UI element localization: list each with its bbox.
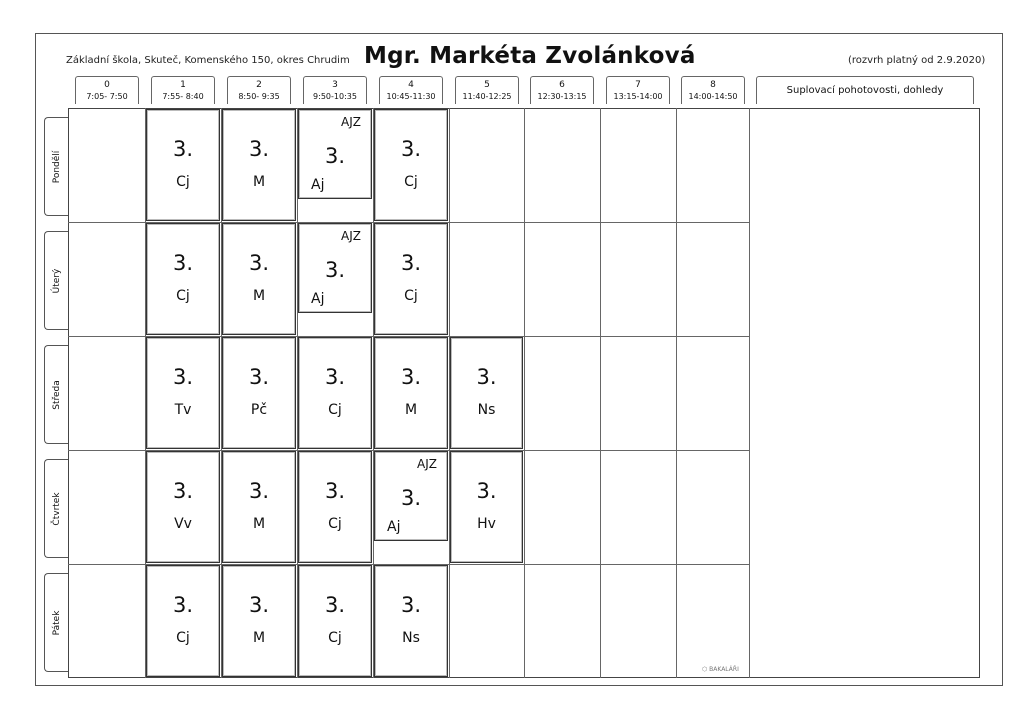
lesson-group: AJZ: [417, 457, 437, 471]
lesson-class: 3.: [172, 251, 194, 275]
period-header-3: [303, 76, 367, 104]
lesson-class: 3.: [248, 593, 270, 617]
period-header-0: [75, 76, 139, 104]
lesson-subject: Cj: [328, 516, 342, 532]
period-number: 2: [256, 80, 262, 90]
lesson-subject: Cj: [404, 288, 418, 304]
lesson-subject: M: [252, 630, 266, 646]
lesson-subject: Aj: [311, 291, 325, 307]
period-time: 14:00-14:50: [688, 92, 738, 101]
lesson-cell[interactable]: [374, 109, 448, 221]
substitution-header: Suplovací pohotovosti, dohledy: [756, 76, 974, 104]
lesson-subject: Pč: [250, 402, 268, 418]
lesson-cell[interactable]: [374, 337, 448, 449]
period-header-8: [681, 76, 745, 104]
lesson-class: 3.: [400, 137, 422, 161]
lesson-class: 3.: [400, 486, 422, 510]
lesson-cell[interactable]: [298, 337, 372, 449]
lesson-cell[interactable]: [298, 565, 372, 677]
lesson-cell[interactable]: [298, 109, 372, 199]
bakalari-logo: ⬡ BAKALÁŘI: [702, 666, 739, 673]
lesson-subject: M: [252, 516, 266, 532]
lesson-class: 3.: [172, 365, 194, 389]
lesson-subject: Ns: [402, 630, 420, 646]
day-label: [44, 459, 68, 558]
lesson-cell[interactable]: [374, 223, 448, 335]
lesson-class: 3.: [324, 593, 346, 617]
lesson-class: 3.: [324, 144, 346, 168]
lesson-group: AJZ: [341, 229, 361, 243]
lesson-class: 3.: [248, 251, 270, 275]
school-name: Základní škola, Skuteč, Komenského 150, okres Chrudim: [66, 55, 350, 66]
grid-vline: [676, 108, 677, 678]
lesson-class: 3.: [172, 137, 194, 161]
lesson-subject: Cj: [404, 174, 418, 190]
lesson-cell[interactable]: [450, 337, 523, 449]
logo-text: BAKALÁŘI: [709, 666, 739, 673]
lesson-subject: Cj: [176, 174, 190, 190]
lesson-subject: Aj: [387, 519, 401, 535]
day-label: [44, 573, 68, 672]
lesson-cell[interactable]: [146, 223, 220, 335]
period-number: 4: [408, 80, 414, 90]
period-number: 7: [635, 80, 641, 90]
lesson-class: 3.: [324, 258, 346, 282]
period-time: 12:30-13:15: [537, 92, 587, 101]
lesson-class: 3.: [476, 479, 497, 503]
period-number: 3: [332, 80, 338, 90]
lesson-cell[interactable]: [374, 451, 448, 541]
lesson-class: 3.: [248, 365, 270, 389]
lesson-subject: M: [404, 402, 418, 418]
period-header-1: [151, 76, 215, 104]
lesson-class: 3.: [400, 251, 422, 275]
grid-vline: [600, 108, 601, 678]
lesson-subject: Aj: [311, 177, 325, 193]
lesson-class: 3.: [324, 365, 346, 389]
teacher-name: Mgr. Markéta Zvolánková: [364, 43, 696, 69]
day-name: Pondělí: [51, 150, 62, 183]
lesson-cell[interactable]: [298, 223, 372, 313]
period-time: 11:40-12:25: [462, 92, 512, 101]
lesson-subject: Cj: [328, 402, 342, 418]
lesson-cell[interactable]: [146, 451, 220, 563]
lesson-class: 3.: [248, 137, 270, 161]
period-number: 5: [484, 80, 490, 90]
day-label: [44, 117, 68, 216]
lesson-cell[interactable]: [222, 337, 296, 449]
period-header-5: [455, 76, 519, 104]
lesson-cell[interactable]: [374, 565, 448, 677]
period-time: 7:05- 7:50: [86, 92, 128, 101]
period-time: 7:55- 8:40: [162, 92, 204, 101]
day-name: Úterý: [51, 268, 62, 293]
lesson-subject: Cj: [176, 288, 190, 304]
grid-vline: [524, 108, 525, 678]
lesson-subject: Cj: [328, 630, 342, 646]
period-time: 9:50-10:35: [313, 92, 357, 101]
lesson-class: 3.: [248, 479, 270, 503]
period-header-2: [227, 76, 291, 104]
period-header-6: [530, 76, 594, 104]
lesson-class: 3.: [400, 365, 422, 389]
grid-vline: [749, 108, 750, 678]
period-number: 6: [559, 80, 565, 90]
lesson-class: 3.: [324, 479, 346, 503]
period-number: 0: [104, 80, 110, 90]
period-time: 10:45-11:30: [386, 92, 436, 101]
lesson-cell[interactable]: [298, 451, 372, 563]
lesson-subject: M: [252, 174, 266, 190]
lesson-class: 3.: [172, 479, 194, 503]
lesson-cell[interactable]: [146, 109, 220, 221]
lesson-cell[interactable]: [450, 451, 523, 563]
period-header-4: [379, 76, 443, 104]
lesson-cell[interactable]: [222, 223, 296, 335]
lesson-cell[interactable]: [222, 565, 296, 677]
period-number: 1: [180, 80, 186, 90]
day-name: Středa: [51, 379, 62, 410]
lesson-class: 3.: [476, 365, 497, 389]
lesson-cell[interactable]: [146, 565, 220, 677]
period-time: 8:50- 9:35: [238, 92, 280, 101]
lesson-cell[interactable]: [222, 109, 296, 221]
lesson-cell[interactable]: [146, 337, 220, 449]
lesson-subject: Tv: [174, 402, 192, 418]
lesson-subject: Vv: [174, 516, 192, 532]
lesson-subject: Cj: [176, 630, 190, 646]
lesson-group: AJZ: [341, 115, 361, 129]
day-label: [44, 231, 68, 330]
lesson-class: 3.: [172, 593, 194, 617]
lesson-subject: Ns: [477, 402, 496, 418]
lesson-subject: M: [252, 288, 266, 304]
day-label: [44, 345, 68, 444]
period-number: 8: [710, 80, 716, 90]
day-name: Pátek: [51, 610, 62, 635]
period-time: 13:15-14:00: [613, 92, 663, 101]
lesson-class: 3.: [400, 593, 422, 617]
lesson-cell[interactable]: [222, 451, 296, 563]
period-header-7: [606, 76, 670, 104]
valid-from: (rozvrh platný od 2.9.2020): [848, 55, 986, 66]
day-name: Čtvrtek: [51, 491, 62, 526]
lesson-subject: Hv: [477, 516, 496, 532]
